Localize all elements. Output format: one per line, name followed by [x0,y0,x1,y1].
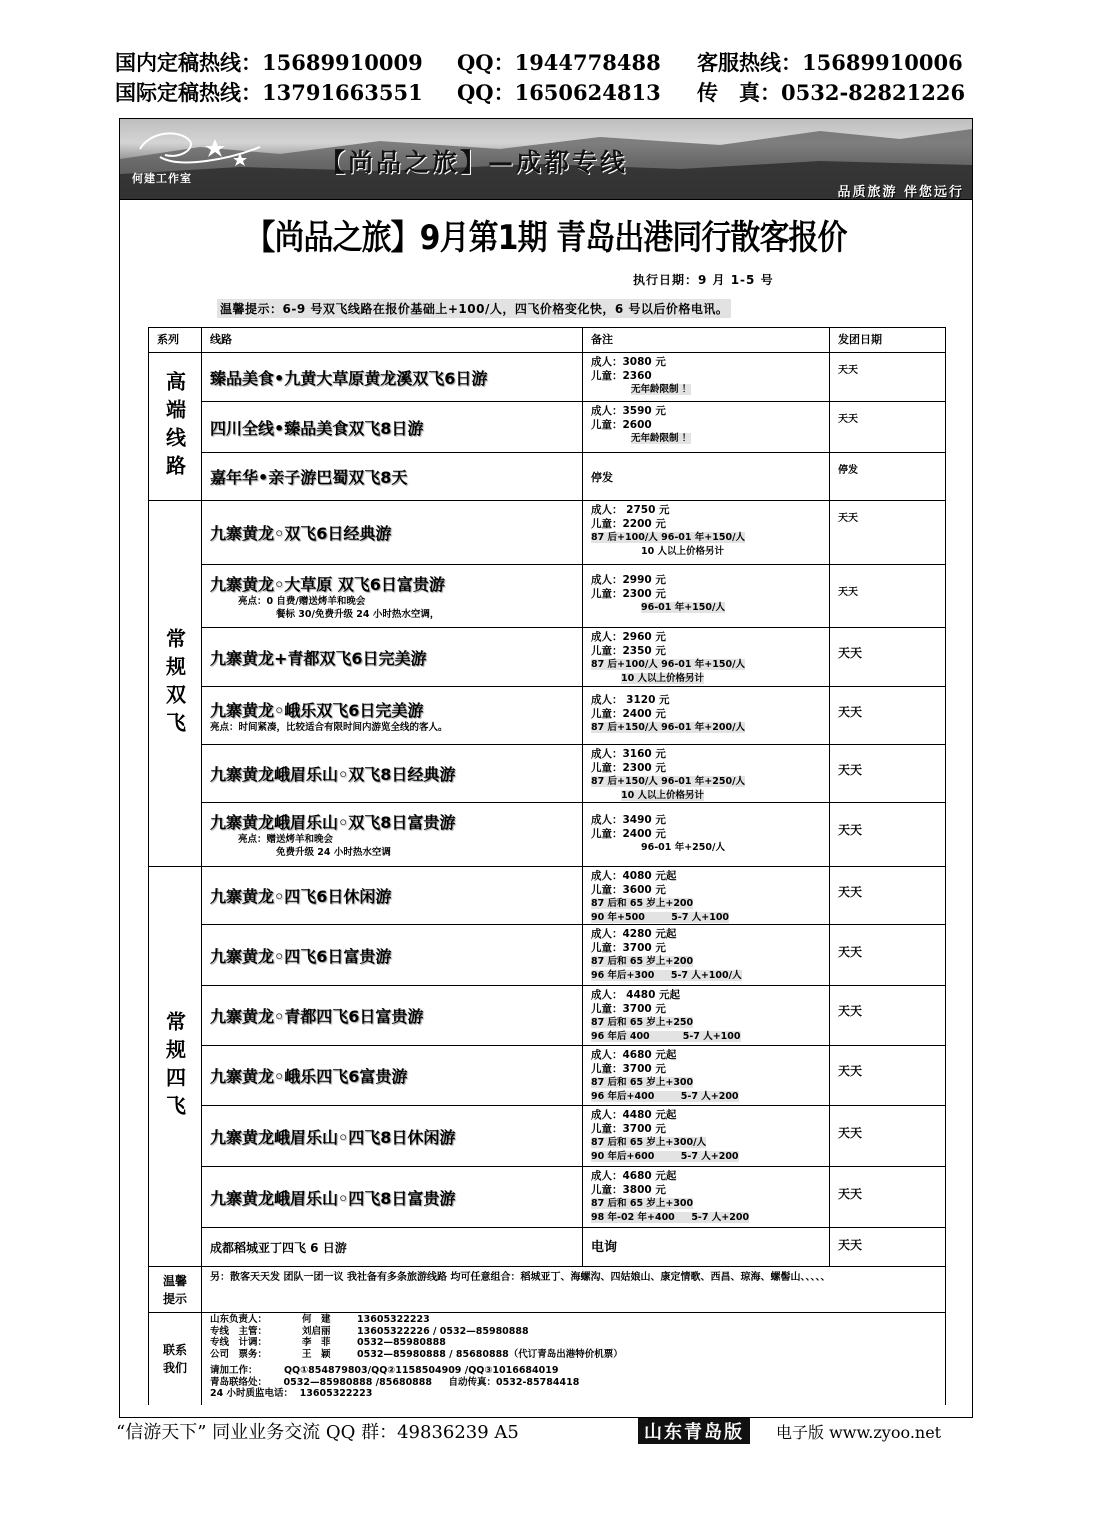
footer-edition: 山东青岛版 [638,1418,750,1444]
price-extra: 87 后和 65 岁上+200 [591,956,694,967]
contact-qq: 请加工作： QQ①854879803/QQ②1158504909 /QQ③1016684019 [210,1365,559,1376]
adult-price: 成人：3590 元 [591,405,666,417]
departure-date: 天天 [830,986,946,1045]
departure-date: 天天 [830,925,946,985]
route-name: 成都稻城亚丁四飞 6 日游 [210,1240,347,1255]
reminder-text: 另：散客天天发 团队一团一议 我社备有多条旅游线路 均可任意组合：稻城亚丁、海螺沟、四姑娘山、康定情歌、西昌、琼海、螺髻山、、、、、 [202,1267,946,1312]
reminder-row [149,1267,946,1313]
banner [120,119,972,200]
price-extra: 90 年后+600 5-7 人+200 [591,1151,739,1162]
route-name: 九寨黄龙◦四飞6日休闲游 [210,887,392,906]
footer-qq-group: “信游天下” 同业业务交流 QQ 群：49836239 A5 [116,1422,519,1443]
child-price: 儿童：2400 元 [591,708,666,720]
child-price: 儿童：3700 元 [591,942,666,954]
contact-line: 山东负责人： 何 建 13605322223 [210,1314,430,1325]
route-highlight: 亮点：0 自费/赠送烤羊和晚会 [238,595,366,607]
table-row [202,1228,946,1266]
departure-date: 停发 [830,453,946,500]
child-price: 儿童：2300 元 [591,588,666,600]
header-route: 线路 [202,328,583,352]
table-row [202,745,946,803]
contact-line: 公司 票务： 王 颖 0532—85980888 / 85680888（代订青岛出港特价机票） [210,1348,623,1360]
price-extra: 87 后+150/人 96-01 年+200/人 [591,722,746,733]
group-regular-quad [149,867,946,1267]
adult-price: 成人： 3120 元 [591,694,670,706]
domestic-hotline: 国内定稿热线：15689910009 [115,50,423,75]
departure-date: 天天 [830,565,946,627]
route-highlight: 免费升级 24 小时热水空调 [276,847,391,858]
adult-price: 成人： 4480 元起 [591,989,681,1001]
execution-date: 执行日期：9 月 1-5 号 [633,273,774,287]
price-note: 电询 [591,1240,618,1255]
price-extra: 87 后+100/人 96-01 年+150/人 [591,659,746,670]
footer [116,1418,978,1444]
contact-label: 联系我们 [149,1313,202,1405]
route-name: 九寨黄龙峨眉乐山◦四飞8日富贵游 [210,1188,456,1208]
adult-price: 成人：4680 元起 [591,1170,677,1182]
series-cell [149,501,202,866]
child-price: 儿童：3800 元 [591,1184,666,1196]
adult-price: 成人：2960 元 [591,631,666,643]
price-extra: 87 后+150/人 96-01 年+250/人 [591,776,746,787]
child-price: 儿童：2600 [591,419,652,431]
domestic-qq: QQ：1944778488 [457,50,661,75]
price-extra: 87 后和 65 岁上+300 [591,1077,694,1088]
contact-office: 青岛联络处： 0532—85980888 /85680888 自动传真：0532-85784418 [210,1376,580,1388]
route-name: 九寨黄龙峨眉乐山◦双飞8日经典游 [210,765,456,784]
group-regular-double [149,501,946,867]
route-name: 嘉年华•亲子游巴蜀双飞8天 [210,468,408,487]
hotline-row-2 [115,78,975,108]
table-row [202,867,946,925]
table-row [202,501,946,565]
departure-date: 天天 [830,1167,946,1227]
child-price: 儿童：3700 元 [591,1003,666,1015]
child-price: 儿童：3700 元 [591,1123,666,1135]
hotlines-header [115,48,975,108]
table-row [202,1046,946,1106]
departure-date: 天天 [830,803,946,866]
reminder-label: 温馨提示 [149,1267,202,1312]
price-extra: 96-01 年+250/人 [641,842,725,853]
table-row [202,986,946,1046]
contact-row [149,1313,946,1405]
table-header [149,328,946,353]
table-row [202,565,946,628]
table-row [202,628,946,687]
price-extra: 98 年-02 年+400 5-7 人+200 [591,1212,750,1223]
price-extra: 87 后和 65 岁上+300/人 [591,1137,707,1148]
price-extra: 96 年后 400 5-7 人+100 [591,1031,741,1042]
table-row [202,925,946,986]
header-series: 系列 [149,328,202,352]
adult-price: 成人：3080 元 [591,356,666,368]
contact-line: 专线 主管： 刘启丽 13605322226 / 0532—85980888 [210,1325,529,1337]
page-title: 【尚品之旅】9月第1期 青岛出港同行散客报价 [245,218,847,258]
departure-date: 天天 [830,353,946,401]
footer-website: 电子版 www.zyoo.net [776,1423,942,1442]
route-highlight: 亮点：赠送烤羊和晚会 [238,834,334,845]
table-row [202,402,946,453]
route-name: 九寨黄龙◦大草原 双飞6日富贵游 [210,574,445,594]
route-name: 九寨黄龙+青都双飞6日完美游 [210,648,427,668]
departure-date: 天天 [830,745,946,802]
adult-price: 成人： 2750 元 [591,504,670,516]
fax-number: 传 真：0532-82821226 [697,80,966,105]
studio-logo-text: 何建工作室 [132,172,192,185]
route-name: 九寨黄龙◦峨乐双飞6日完美游 [210,700,424,720]
series-label: 常规四飞 [162,1010,187,1123]
adult-price: 成人：3490 元 [591,814,666,826]
warm-tip: 温馨提示：6-9 号双飞线路在报价基础上+100/人，四飞价格变化快，6 号以后价格电讯。 [217,299,731,318]
departure-date: 天天 [830,628,946,686]
route-name: 九寨黄龙◦双飞6日经典游 [210,524,392,543]
table-row [202,453,946,500]
child-price: 儿童：3700 元 [591,1063,666,1075]
price-extra: 无年龄限制 ！ [631,384,692,395]
route-name: 九寨黄龙◦青都四飞6日富贵游 [210,1007,424,1026]
series-label: 高端线路 [162,370,187,483]
header-note: 备注 [583,328,830,352]
route-name: 九寨黄龙峨眉乐山◦四飞8日休闲游 [210,1127,456,1147]
route-name: 四川全线•臻品美食双飞8日游 [210,418,424,438]
series-label: 常规双飞 [162,627,187,740]
price-extra: 87 后和 65 岁上+250 [591,1017,694,1028]
international-hotline: 国际定稿热线：13791663551 [115,80,423,105]
adult-price: 成人：4680 元起 [591,1049,677,1061]
table-row [202,803,946,866]
banner-title: 【尚品之旅】—成都专线 [320,148,629,177]
hotline-row-1 [115,48,975,78]
departure-date: 天天 [830,687,946,744]
route-name: 九寨黄龙◦四飞6日富贵游 [210,946,392,966]
price-extra: 87 后+100/人 96-01 年+150/人 [591,532,746,543]
child-price: 儿童：2360 [591,370,652,382]
table-row [202,353,946,402]
banner-slogan: 品质旅游 伴您远行 [837,185,964,200]
route-name: 臻品美食•九黄大草原黄龙溪双飞6日游 [210,368,488,388]
adult-price: 成人：4280 元起 [591,928,677,940]
departure-date: 天天 [830,501,946,564]
group-premium [149,353,946,501]
departure-date: 天天 [830,1106,946,1166]
price-extra: 96 年后+300 5-7 人+100/人 [591,970,742,981]
price-note: 停发 [591,470,613,484]
price-extra: 96-01 年+150/人 [641,602,725,613]
price-table [148,327,946,1405]
contact-info [202,1313,946,1405]
departure-date: 天天 [830,402,946,452]
departure-date: 天天 [830,1228,946,1266]
table-row [202,1106,946,1167]
price-extra: 96 年后+400 5-7 人+200 [591,1091,739,1102]
service-hotline: 客服热线：15689910006 [697,50,963,75]
child-price: 儿童：3600 元 [591,884,666,896]
price-extra: 10 人以上价格另计 [641,546,725,557]
series-cell [149,353,202,500]
contact-line: 专线 计调： 李 菲 0532—85980888 [210,1337,446,1348]
adult-price: 成人：4480 元起 [591,1109,677,1121]
adult-price: 成人：4080 元起 [591,870,677,882]
header-date: 发团日期 [830,328,946,352]
international-qq: QQ：1650624813 [457,80,661,105]
adult-price: 成人：3160 元 [591,748,666,760]
child-price: 儿童：2200 元 [591,518,666,530]
price-extra: 10 人以上价格另计 [621,790,705,801]
adult-price: 成人：2990 元 [591,574,666,586]
child-price: 儿童：2300 元 [591,762,666,774]
price-extra: 90 年+500 5-7 人+100 [591,912,730,923]
price-extra: 10 人以上价格另计 [621,673,705,684]
series-cell [149,867,202,1266]
child-price: 儿童：2400 元 [591,828,666,840]
route-name: 九寨黄龙◦峨乐四飞6富贵游 [210,1067,408,1086]
table-row [202,1167,946,1228]
table-row [202,687,946,745]
route-highlight: 餐标 30/免费升级 24 小时热水空调， [276,608,440,620]
price-extra: 87 后和 65 岁上+300 [591,1198,694,1209]
child-price: 儿童：2350 元 [591,645,666,657]
route-highlight: 亮点：时间紧凑，比较适合有限时间内游览全线的客人。 [210,721,448,733]
departure-date: 天天 [830,1046,946,1105]
contact-supervision: 24 小时质监电话： 13605322223 [210,1388,373,1399]
route-name: 九寨黄龙峨眉乐山◦双飞8日富贵游 [210,813,456,832]
departure-date: 天天 [830,867,946,924]
price-extra: 无年龄限制 ！ [631,433,692,444]
price-extra: 87 后和 65 岁上+200 [591,898,694,909]
